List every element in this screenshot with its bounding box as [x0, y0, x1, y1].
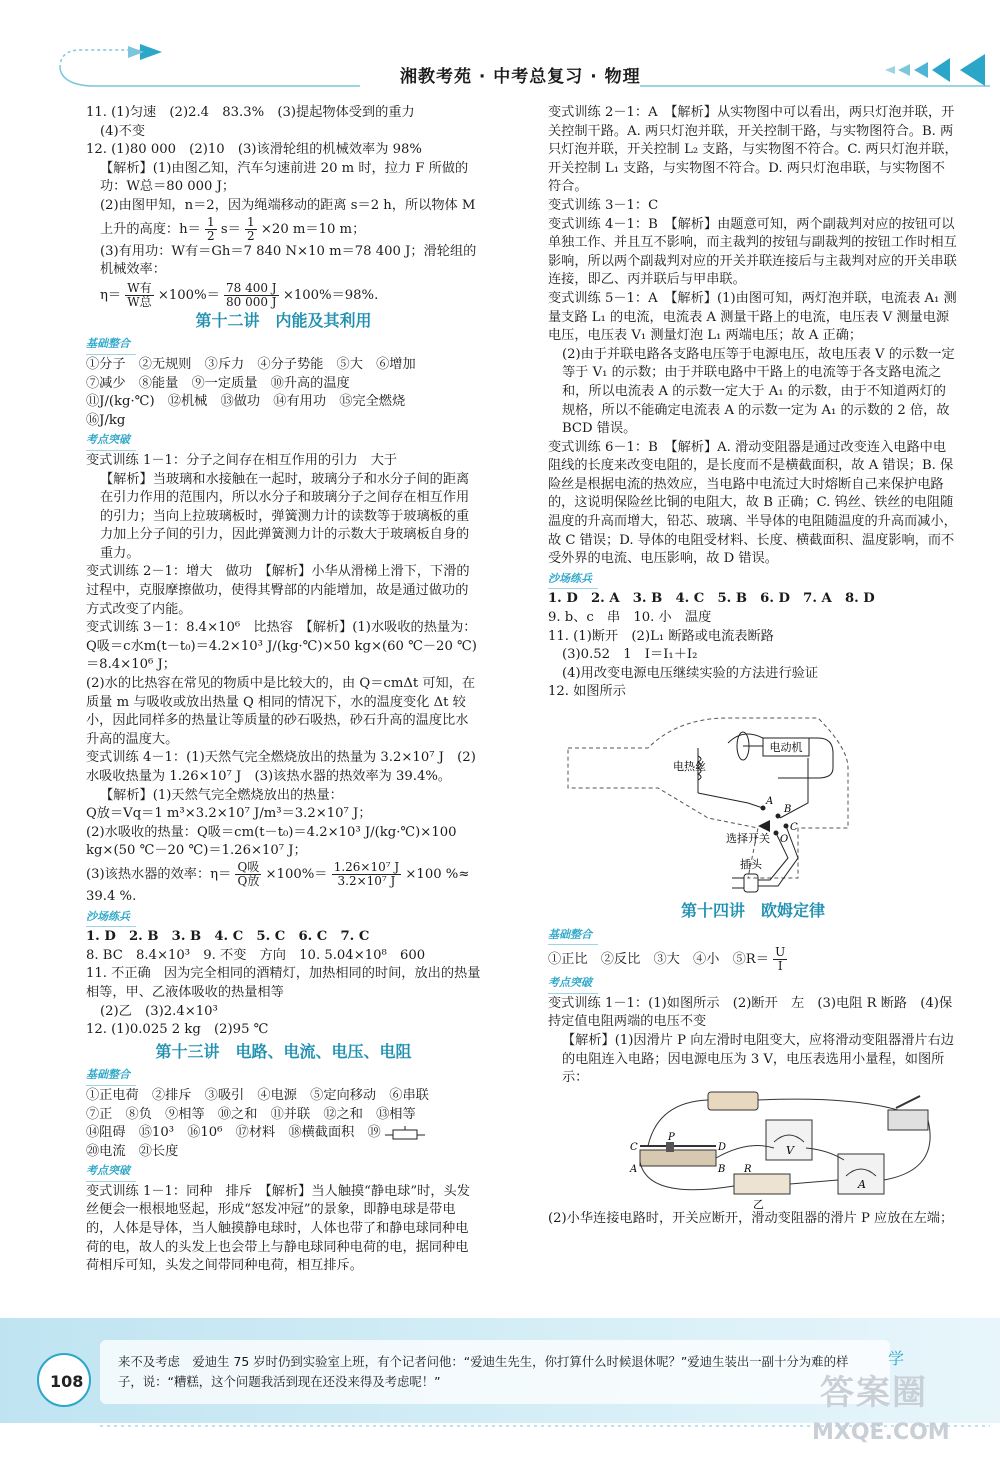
- section-title-12: 第十二讲 内能及其利用: [195, 310, 372, 330]
- q12-line1: 12. (1)80 000 (2)10 (3)该滑轮组的机械效率为 98%: [86, 142, 422, 158]
- ex14-1-1-analysis: 【解析】(1)因滑片 P 向左滑时电阻变大，应将滑动变阻器滑片右边的电阻连入电路；因电源电压为 3 V，电压表选用小量程，如图所示：: [562, 1032, 954, 1086]
- ex-1-1: 变式训练 1－1：分子之间存在相互作用的引力 大于: [86, 452, 398, 468]
- basic13-line2: ⑦正 ⑧负 ⑨相等 ⑩之和 ⑪并联 ⑫之和 ⑬相等: [86, 1106, 416, 1122]
- basic12-line3: ⑪J/(kg·℃) ⑫机械 ⑬做功 ⑭有用功 ⑮完全燃烧: [86, 394, 406, 410]
- motor-label: 电动机: [769, 741, 803, 754]
- ex-1-1-analysis: 【解析】当玻璃和水接触在一起时，玻璃分子和水分子间的距离在引力作用的范围内，所以水分子和玻璃分子之间存在相互作用的引力；当向上拉玻璃板时，弹簧测力计的读数等于玻璃板的重力加上分子间的引力，因此弹簧测力计的示数大于玻璃板自身的重力。: [100, 471, 470, 561]
- label-d: D: [718, 1141, 727, 1153]
- plug-label: 插头: [740, 858, 762, 871]
- sc13-line4: (3)0.52 1 I＝I₁＋I₂: [562, 647, 698, 663]
- ex-4-1-q: Q放＝Vq＝1 m³×3.2×10⁷ J/m³＝3.2×10⁷ J；: [86, 806, 372, 822]
- ex13-4-1: 变式训练 4－1：B 【解析】由题意可知，两个副裁判对应的按钮可以单独工作、并且互不影响，而主裁判的按钮与副裁判的按钮工作时相互影响，所以两个副裁判对应的开关并联连接后与主裁判对应的开关串联连接，即乙、丙并联后与甲串联。: [548, 216, 957, 288]
- ex-3-1-part2: (2)水的比热容在常见的物质中是比较大的，由 Q＝cmΔt 可知，在质量 m 与吸收或放出热量 Q 相同的情况下，水的温度变化 Δt 较小，因此同样多的热量让等质量的砂石吸热，砂石升高的温度比水升高的温度大。: [86, 676, 476, 747]
- header-title: 湘教考苑 · 中考总复习 · 物理: [400, 67, 641, 87]
- label-c: C: [790, 822, 798, 833]
- left-column: [86, 104, 481, 1276]
- watermark-url: MXQE.COM: [812, 1420, 950, 1445]
- tag-basic-14: 基础整合: [548, 926, 598, 946]
- voltmeter-icon: [766, 1120, 812, 1160]
- label-a: A: [766, 796, 774, 807]
- tag-basic-13: 基础整合: [86, 1066, 136, 1086]
- basic12-line4: ⑯J/kg: [86, 412, 126, 428]
- page-header: [0, 0, 1000, 100]
- sc13-line3: 11. (1)断开 (2)L₁ 断路或电流表断路: [548, 628, 774, 644]
- footer-story: 来不及考虑 爱迪生 75 岁时仍到实验室上班，有个记者问他：“爱迪生先生，你打算什么时候退休呢？”爱迪生装出一副十分为难的样子，说：“糟糕，这个问题我活到现在还没来得及考虑呢！”: [118, 1354, 849, 1389]
- section-title-13: 第十三讲 电路、电流、电压、电阻: [155, 1041, 412, 1061]
- ex-2-1: 变式训练 2－1：增大 做功 【解析】小华从滑梯上滑下，下滑的过程中，克服摩擦做功，使得其臀部的内能增加，故是通过做功的方式改变了内能。: [86, 564, 470, 617]
- ex-3-1: 变式训练 3－1：8.4×10⁶ 比热容 【解析】(1)水吸收的热量为：Q吸＝c水m(t－t₀)＝4.2×10³ J/(kg·℃)×50 kg×(60 ℃－20 ℃)＝8.4×10⁶ J；: [86, 620, 477, 673]
- sc12-line2: 8. BC 8.4×10³ 9. 不变 方向 10. 5.04×10⁸ 600: [86, 947, 426, 963]
- ex-4-1-eff: (3)该热水器的效率：η＝ $\frac{\text{Q吸}}{\text{Q放}}$ ×100%＝ $\frac{\text{1.26×10⁷ J}}{\text{3.2×10⁷ J}}$ ×100 %≈: [86, 859, 470, 888]
- battery-icon: [708, 1092, 758, 1110]
- resistor-icon: [734, 1164, 790, 1194]
- ex13-5-1-part2: (2)由于并联电路各支路电压等于电源电压，故电压表 V 的示数一定等于 V₁ 的示数；由于并联电路中干路上的电流等于各支路电流之和，所以电流表 A 的示数一定大于 A₁ 的示数，由于不知道两灯的规格，所以不能确定电流表 A 的示数一定为 A₁ 的示数的 2 倍，故 BCD 错误。: [562, 346, 955, 437]
- ex13-5-1: 变式训练 5－1：A 【解析】(1)由图可知，两灯泡并联，电流表 A₁ 测量支路 L₁ 的电流，电流表 A 测量干路上的电流，电压表 V 测量电源电压，电压表 V₁ 测量灯泡 L₁ 两端电压；故 A 正确；: [548, 290, 957, 344]
- basic14-line1: ①正比 ②反比 ③大 ④小 ⑤R＝ $\frac{U}{I}$: [548, 945, 786, 974]
- q12-analysis-3: (3)有用功：W有＝Gh＝7 840 N×10 m＝78 400 J；滑轮组的机械效率：: [100, 243, 477, 278]
- sc12-line1: 1. D 2. B 3. B 4. C 5. C 6. C 7. C: [86, 929, 370, 945]
- label-c2: C: [630, 1141, 638, 1153]
- ex13-6-1: 变式训练 6－1：B 【解析】A. 滑动变阻器是通过改变连入电路中电阻线的长度来改变电阻的，是长度而不是横截面积，故 A 错误；B. 保险丝是根据电流的热效应，当电路中电流过大时熔断自己来保护电路的，这说明保险丝比铜的电阻大，故 B 正确；C. 钨丝、铁丝的电阻随温度的升高而增大，铅芯、玻璃、半导体的电阻随温度的升高而减小，故 C 错误；D. 导体的电阻受材料、长度、横截面积、温度影响，而不受外界的电流、电压影响，故 D 错误。: [548, 439, 957, 567]
- right-column: [548, 104, 958, 1228]
- q12-analysis-2: [86, 197, 481, 243]
- figure-caption: 乙: [753, 1197, 764, 1210]
- ex14-1-1-part2: (2)小华连接电路时，开关应断开，滑动变阻器的滑片 P 应放在左端；: [548, 1210, 954, 1226]
- ex13-1-1: 变式训练 1－1：同种 排斥 【解析】当人触摸“静电球”时，头发丝便会一根根地竖起，形成“怒发冲冠”的景象，即静电球是带电的，人体是导体，当人触摸静电球时，人体也带了和静电球同种电荷的电，故人的头发上也会带上与静电球同种电荷的电，据同种电荷相斥可知，头发之间带同种电荷，相互排斥。: [86, 1183, 470, 1274]
- switch-label: 选择开关: [726, 832, 770, 845]
- q12-eta-formula: η＝ $\frac{\text{W有}}{\text{W总}}$ ×100%＝ $\frac{78 400 J}{80 000 J}$ ×100%＝98%.: [100, 280, 379, 309]
- tag-kd-13: 考点突破: [86, 1162, 136, 1182]
- basic13-line3: ⑭阻碍 ⑮10³ ⑯10⁶ ⑰材料 ⑱横截面积 ⑲: [86, 1124, 481, 1143]
- resistor-symbol-icon: [385, 1126, 425, 1140]
- ex14-1-1: 变式训练 1－1：(1)如图所示 (2)断开 左 (3)电阻 R 断路 (4)保持定值电阻两端的电压不变: [548, 995, 953, 1030]
- sc13-line5: (4)用改变电源电压继续实验的方法进行验证: [562, 665, 819, 681]
- heater-label: 电热丝: [673, 760, 706, 773]
- watermark-logo: 答案圈: [820, 1373, 928, 1413]
- sc13-line1: 1. D 2. A 3. B 4. C 5. B 6. D 7. A 8. D: [548, 591, 875, 607]
- label-r: R: [744, 1163, 752, 1175]
- ex-4-1: 变式训练 4－1：(1)天然气完全燃烧放出的热量为 3.2×10⁷ J (2)水吸收热量为 1.26×10⁷ J (3)该热水器的热效率为 39.4%。: [86, 750, 476, 784]
- fraction-half: $\frac{1}{2}$: [207, 214, 215, 243]
- tag-sc-13: 沙场练兵: [548, 570, 598, 590]
- fraction-q-ratio: $\frac{\text{Q吸}}{\text{Q放}}$: [237, 859, 260, 888]
- sc13-line6: 12. 如图所示: [548, 684, 626, 700]
- basic12-line1: ①分子 ②无规则 ③斥力 ④分子势能 ⑤大 ⑥增加: [86, 356, 416, 372]
- q12-text-a: (2)由图甲知，n＝2，因为绳端移动的距离 s＝2 h，所以物体 M 上升的高度：h＝: [100, 197, 476, 237]
- fraction-q-values: $\frac{\text{1.26×10⁷ J}}{\text{3.2×10⁷ J}}$: [333, 859, 400, 888]
- q11-line1: 11. (1)匀速 (2)2.4 83.3% (3)提起物体受到的重力: [86, 105, 415, 120]
- ex13-2-1: 变式训练 2－1：A 【解析】从实物图中可以看出，两只灯泡并联，开关控制干路。A. 两只灯泡并联，开关控制干路，与实物图符合。B. 两只灯泡并联，开关控制 L₂ 支路，与实物图不符合。C. 两只灯泡并联，开关控制 L₁ 支路，与实物图不符合。D. 两只灯泡串联，与实物图不符合。: [548, 105, 958, 195]
- tag-sc-12: 沙场练兵: [86, 908, 136, 928]
- hair-dryer-circuit-figure: [548, 708, 948, 898]
- tag-kd-12: 考点突破: [86, 431, 136, 451]
- q12-analysis-1: 【解析】(1)由图乙知，汽车匀速前进 20 m 时，拉力 F 所做的功：W总＝80 000 J；: [100, 160, 469, 195]
- badge-icon: 学: [888, 1349, 905, 1368]
- label-b2: B: [718, 1163, 726, 1175]
- basic13-line1: ①正电荷 ②排斥 ③吸引 ④电源 ⑤定向移动 ⑥串联: [86, 1087, 429, 1103]
- sc12-line3: 11. 不正确 因为完全相同的酒精灯，加热相同的时间，放出的热量相等，甲、乙液体吸收的热量相等: [86, 966, 481, 1000]
- page-number: 108: [50, 1372, 84, 1391]
- switch-icon: [888, 1096, 928, 1130]
- label-o: O: [780, 834, 789, 845]
- rheostat-icon: [640, 1142, 716, 1166]
- ex-4-1-result: 39.4 %.: [86, 888, 137, 904]
- ex13-3-1: 变式训练 3－1：C: [548, 197, 659, 213]
- section-title-14: 第十四讲 欧姆定律: [680, 901, 825, 920]
- label-amm: A: [858, 1177, 866, 1191]
- sc12-line5: 12. (1)0.025 2 kg (2)95 ℃: [86, 1022, 269, 1038]
- tag-basic-12: 基础整合: [86, 335, 136, 355]
- label-b: B: [784, 804, 792, 815]
- label-v: V: [786, 1143, 794, 1157]
- ex-4-1-analysis: 【解析】(1)天然气完全燃烧放出的热量：: [100, 787, 343, 803]
- basic13-line4: ⑳电流 ㉑长度: [86, 1143, 179, 1159]
- ex-4-1-q2: (2)水吸收的热量：Q吸＝cm(t－t₀)＝4.2×10³ J/(kg·℃)×100 kg×(50 ℃－20 ℃)＝1.26×10⁷ J；: [86, 824, 457, 859]
- label-p: P: [668, 1131, 675, 1143]
- tag-kd-14: 考点突破: [548, 974, 598, 994]
- basic12-line2: ⑦减少 ⑧能量 ⑨一定质量 ⑩升高的温度: [86, 375, 350, 391]
- sc12-line4: (2)乙 (3)2.4×10³: [100, 1003, 218, 1019]
- ammeter-icon: [838, 1154, 884, 1194]
- fraction-u-over-i: $\frac{U}{I}$: [775, 945, 786, 974]
- q12-text-b: s＝: [220, 221, 241, 237]
- sc13-line2: 9. b、c 串 10. 小 温度: [548, 610, 712, 626]
- q12-text-c: ×20 m＝10 m；: [260, 221, 366, 237]
- q11-line2: (4)不变: [100, 123, 146, 139]
- plug-icon: [732, 874, 758, 892]
- label-a2: A: [630, 1163, 638, 1175]
- fraction-w-values: $\frac{78 400 J}{80 000 J}$: [226, 280, 277, 309]
- fraction-w-ratio: $\frac{\text{W有}}{\text{W总}}$: [127, 280, 152, 309]
- ohm-law-circuit-figure: [548, 1090, 958, 1210]
- fraction-half-2: $\frac{1}{2}$: [247, 214, 255, 243]
